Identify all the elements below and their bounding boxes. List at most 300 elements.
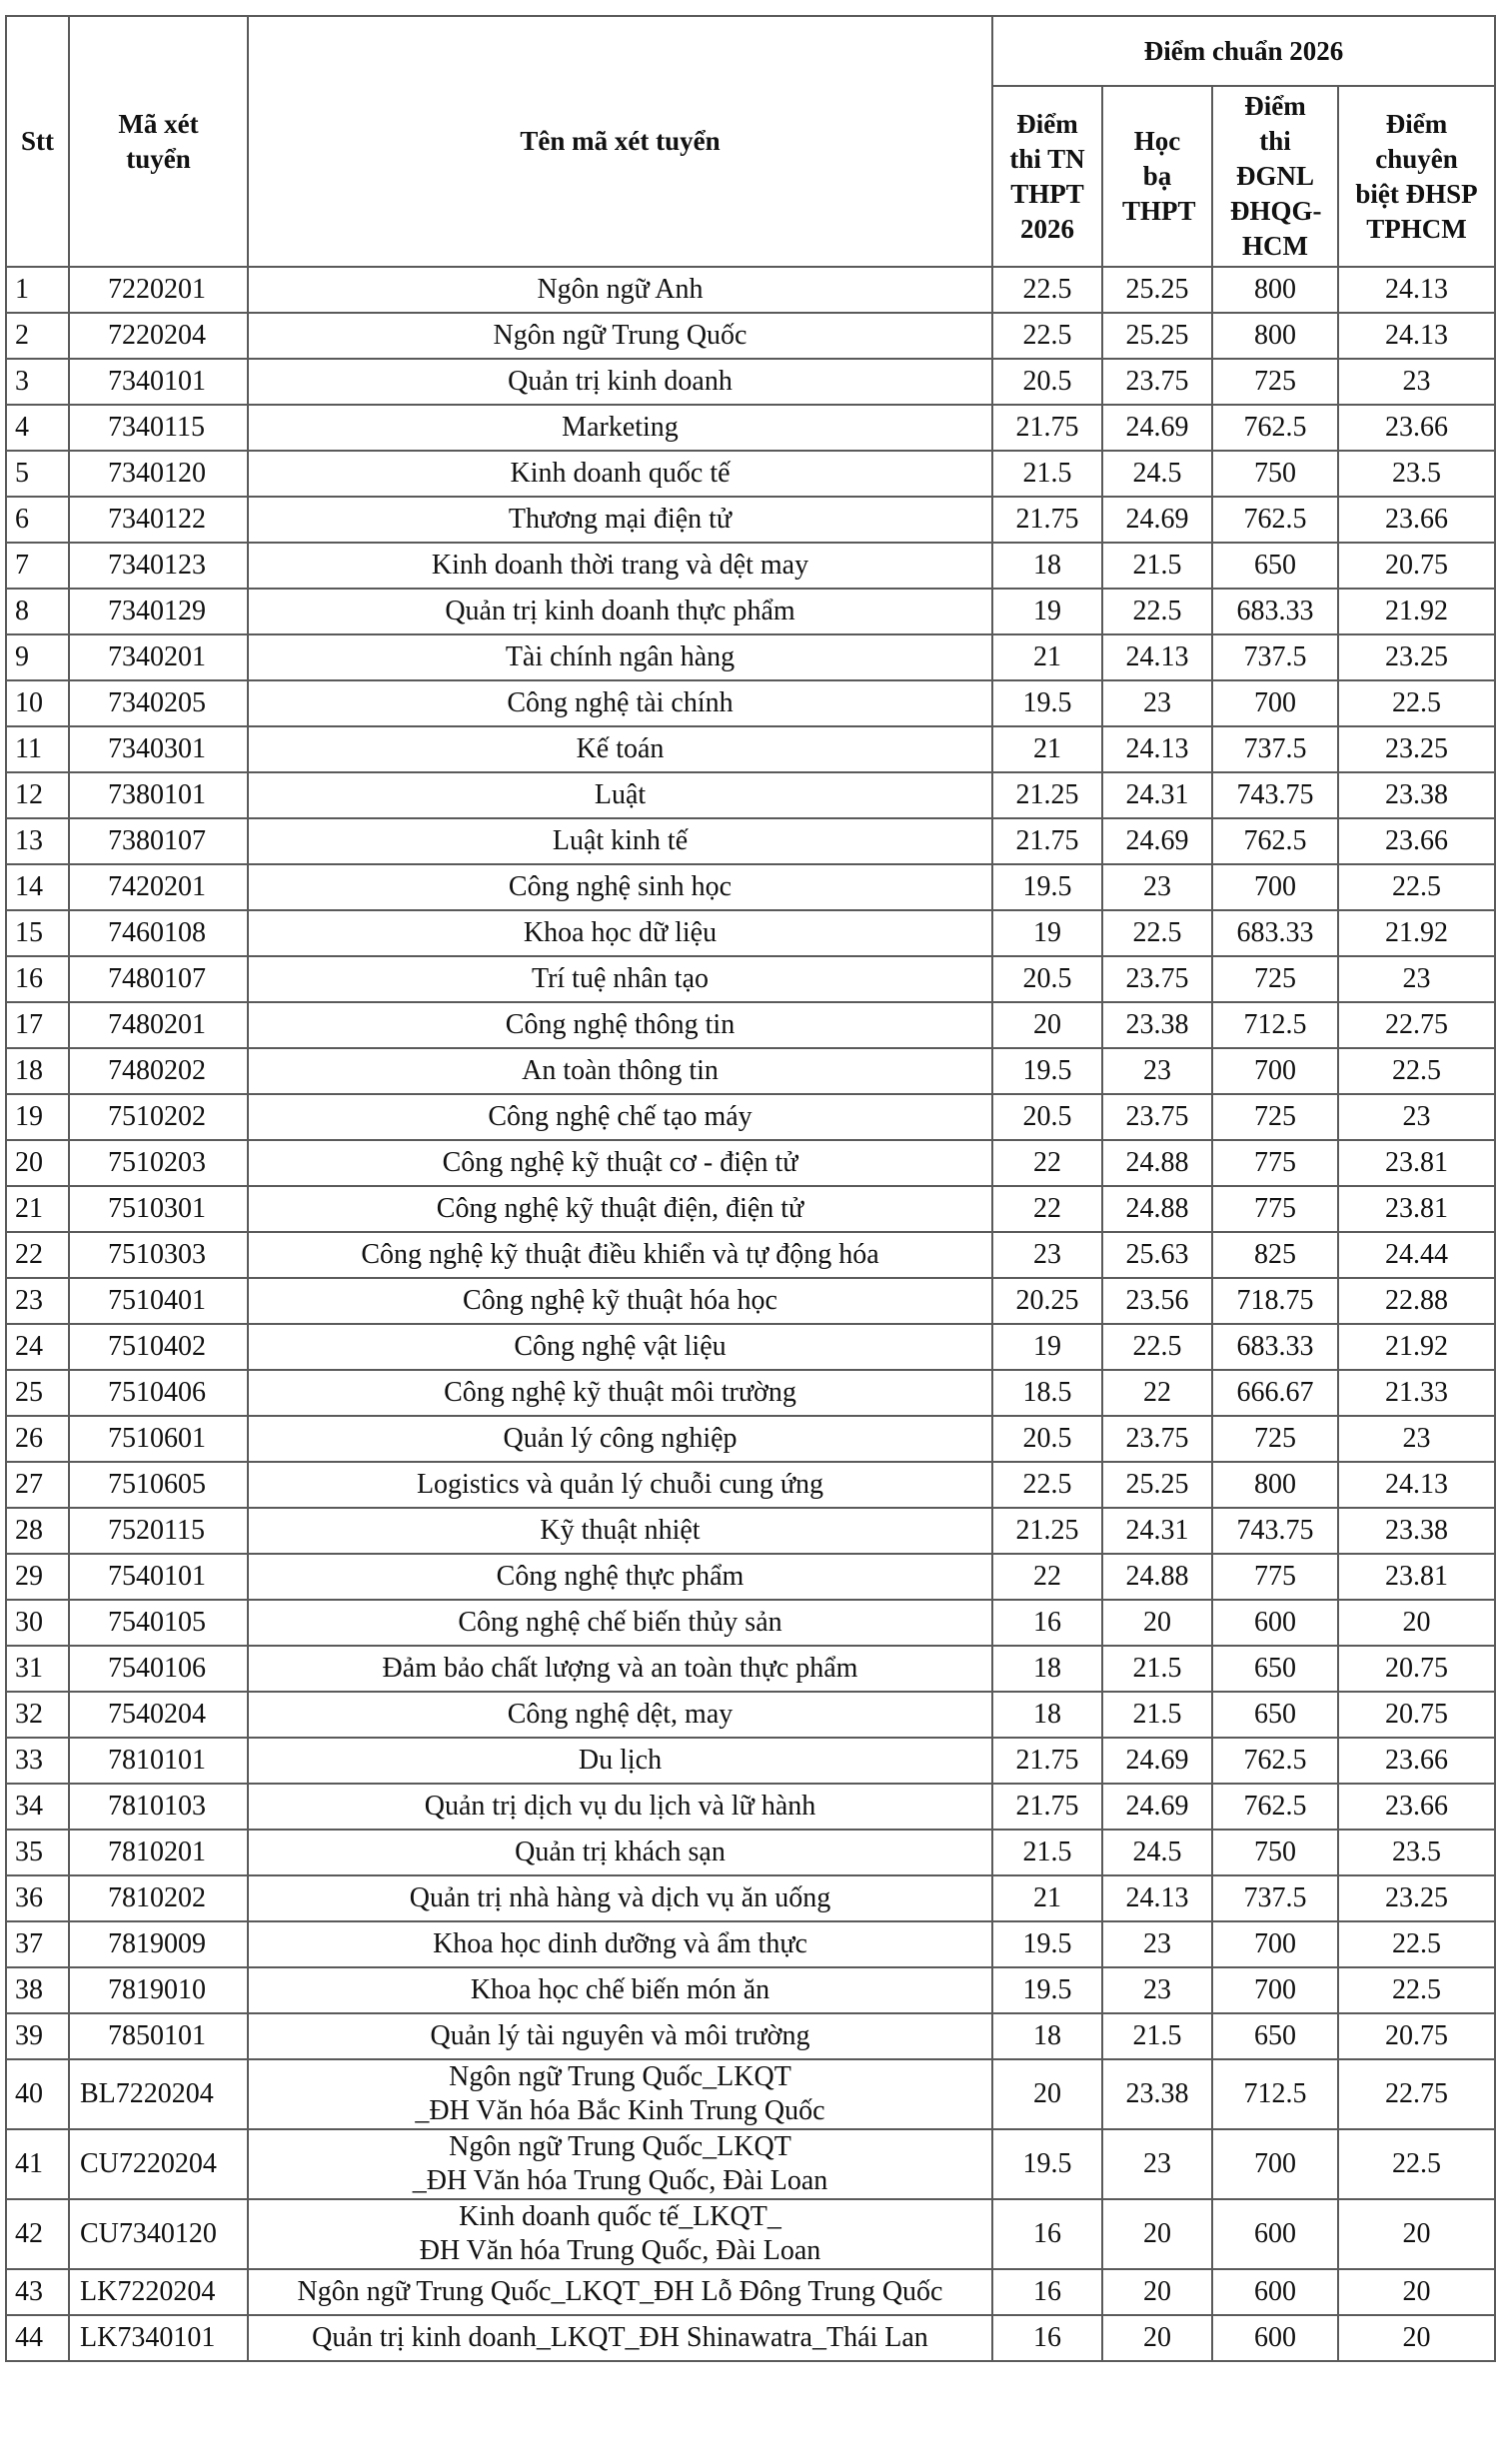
row-score-hoc-ba: 23 — [1102, 2129, 1212, 2199]
row-score-tn-thpt: 22 — [992, 1140, 1102, 1186]
row-score-hoc-ba: 24.5 — [1102, 1830, 1212, 1875]
row-code: 7340301 — [69, 726, 248, 772]
row-name: Khoa học dinh dưỡng và ẩm thực — [248, 1921, 992, 1967]
header-code — [69, 16, 248, 267]
row-score-hoc-ba: 23.56 — [1102, 1278, 1212, 1324]
row-score-dgnl: 666.67 — [1212, 1370, 1338, 1416]
header-tn-thpt-text: Điểm thi TN THPT 2026 — [1009, 108, 1085, 244]
row-score-hoc-ba: 24.31 — [1102, 772, 1212, 818]
row-name: Luật — [248, 772, 992, 818]
row-score-dgnl: 800 — [1212, 267, 1338, 313]
row-score-dhsp: 20 — [1338, 1600, 1495, 1646]
row-name: Công nghệ kỹ thuật môi trường — [248, 1370, 992, 1416]
row-score-dgnl: 600 — [1212, 2199, 1338, 2269]
row-stt: 34 — [6, 1784, 69, 1830]
table-row — [6, 2013, 1495, 2059]
row-score-dgnl: 725 — [1212, 359, 1338, 405]
table-row — [6, 1967, 1495, 2013]
row-score-hoc-ba: 24.88 — [1102, 1554, 1212, 1600]
row-score-hoc-ba: 21.5 — [1102, 2013, 1212, 2059]
row-stt: 43 — [6, 2269, 69, 2315]
header-hoc-ba-text: Học bạ THPT — [1122, 126, 1196, 226]
row-name: Tài chính ngân hàng — [248, 634, 992, 680]
row-code: 7850101 — [69, 2013, 248, 2059]
table-row — [6, 1232, 1495, 1278]
row-name: Công nghệ vật liệu — [248, 1324, 992, 1370]
row-stt: 1 — [6, 267, 69, 313]
row-name: Ngôn ngữ Trung Quốc — [248, 313, 992, 359]
row-score-hoc-ba: 21.5 — [1102, 1692, 1212, 1738]
row-code: LK7220204 — [69, 2269, 248, 2315]
table-row — [6, 726, 1495, 772]
row-stt: 17 — [6, 1002, 69, 1048]
row-code: 7810101 — [69, 1738, 248, 1784]
row-code: 7540101 — [69, 1554, 248, 1600]
row-code: 7810103 — [69, 1784, 248, 1830]
row-code: 7510301 — [69, 1186, 248, 1232]
row-stt: 19 — [6, 1094, 69, 1140]
row-score-dhsp: 22.5 — [1338, 680, 1495, 726]
row-name: Công nghệ dệt, may — [248, 1692, 992, 1738]
row-name: An toàn thông tin — [248, 1048, 992, 1094]
row-score-dhsp: 20 — [1338, 2199, 1495, 2269]
row-stt: 11 — [6, 726, 69, 772]
row-score-tn-thpt: 18.5 — [992, 1370, 1102, 1416]
row-name: Ngôn ngữ Trung Quốc_LKQT_ĐH Lỗ Đông Trung Quốc — [248, 2269, 992, 2315]
row-score-hoc-ba: 23 — [1102, 1967, 1212, 2013]
row-score-hoc-ba: 23.75 — [1102, 1094, 1212, 1140]
row-name: Công nghệ kỹ thuật hóa học — [248, 1278, 992, 1324]
table-row — [6, 1646, 1495, 1692]
table-row — [6, 1140, 1495, 1186]
row-name: Quản lý công nghiệp — [248, 1416, 992, 1462]
table-row — [6, 1554, 1495, 1600]
row-code: 7510406 — [69, 1370, 248, 1416]
row-score-dgnl: 650 — [1212, 1646, 1338, 1692]
row-name: Công nghệ chế biến thủy sản — [248, 1600, 992, 1646]
row-code: 7510202 — [69, 1094, 248, 1140]
row-stt: 32 — [6, 1692, 69, 1738]
row-stt: 8 — [6, 589, 69, 634]
row-score-hoc-ba: 24.88 — [1102, 1186, 1212, 1232]
row-name: Quản trị kinh doanh thực phẩm — [248, 589, 992, 634]
row-score-dhsp: 24.44 — [1338, 1232, 1495, 1278]
row-score-tn-thpt: 19.5 — [992, 2129, 1102, 2199]
row-score-tn-thpt: 19.5 — [992, 680, 1102, 726]
row-score-dhsp: 23 — [1338, 359, 1495, 405]
row-code: 7220204 — [69, 313, 248, 359]
row-score-tn-thpt: 21.25 — [992, 772, 1102, 818]
row-score-hoc-ba: 23.75 — [1102, 956, 1212, 1002]
row-stt: 13 — [6, 818, 69, 864]
row-score-dhsp: 20 — [1338, 2269, 1495, 2315]
row-score-dgnl: 762.5 — [1212, 1738, 1338, 1784]
row-stt: 6 — [6, 497, 69, 543]
header-tn-thpt — [992, 86, 1102, 267]
row-score-tn-thpt: 18 — [992, 543, 1102, 589]
row-name: Kinh doanh quốc tế — [248, 451, 992, 497]
table-row — [6, 1048, 1495, 1094]
row-name: Đảm bảo chất lượng và an toàn thực phẩm — [248, 1646, 992, 1692]
row-code: 7340120 — [69, 451, 248, 497]
row-code: 7510401 — [69, 1278, 248, 1324]
row-name: Công nghệ kỹ thuật điện, điện tử — [248, 1186, 992, 1232]
row-score-dgnl: 683.33 — [1212, 1324, 1338, 1370]
row-score-dgnl: 762.5 — [1212, 405, 1338, 451]
row-score-hoc-ba: 25.63 — [1102, 1232, 1212, 1278]
row-score-dgnl: 700 — [1212, 2129, 1338, 2199]
row-stt: 27 — [6, 1462, 69, 1508]
row-stt: 16 — [6, 956, 69, 1002]
row-score-dgnl: 725 — [1212, 956, 1338, 1002]
row-score-tn-thpt: 19.5 — [992, 1921, 1102, 1967]
table-row — [6, 1692, 1495, 1738]
row-score-dgnl: 700 — [1212, 1921, 1338, 1967]
row-score-dhsp: 21.33 — [1338, 1370, 1495, 1416]
row-score-tn-thpt: 21.75 — [992, 818, 1102, 864]
row-score-hoc-ba: 24.13 — [1102, 1875, 1212, 1921]
row-score-hoc-ba: 25.25 — [1102, 313, 1212, 359]
header-dhsp-text: Điểm chuyên biệt ĐHSP TPHCM — [1355, 108, 1478, 244]
row-score-hoc-ba: 22.5 — [1102, 589, 1212, 634]
row-score-tn-thpt: 22 — [992, 1186, 1102, 1232]
row-score-dhsp: 24.13 — [1338, 267, 1495, 313]
row-score-hoc-ba: 24.31 — [1102, 1508, 1212, 1554]
row-code: 7510605 — [69, 1462, 248, 1508]
row-score-dhsp: 23.5 — [1338, 451, 1495, 497]
row-score-tn-thpt: 16 — [992, 2269, 1102, 2315]
row-score-dgnl: 762.5 — [1212, 1784, 1338, 1830]
row-score-tn-thpt: 20.5 — [992, 1416, 1102, 1462]
row-score-dhsp: 22.5 — [1338, 2129, 1495, 2199]
row-stt: 39 — [6, 2013, 69, 2059]
row-stt: 36 — [6, 1875, 69, 1921]
row-score-hoc-ba: 23.75 — [1102, 359, 1212, 405]
row-score-tn-thpt: 19.5 — [992, 1967, 1102, 2013]
row-code: 7460108 — [69, 910, 248, 956]
row-score-dgnl: 600 — [1212, 1600, 1338, 1646]
row-score-hoc-ba: 23.38 — [1102, 2059, 1212, 2129]
row-score-dhsp: 22.5 — [1338, 864, 1495, 910]
row-score-dgnl: 700 — [1212, 680, 1338, 726]
row-stt: 7 — [6, 543, 69, 589]
header-code-text: Mã xét tuyển — [118, 108, 199, 174]
row-score-hoc-ba: 24.88 — [1102, 1140, 1212, 1186]
row-name: Ngôn ngữ Anh — [248, 267, 992, 313]
row-score-hoc-ba: 20 — [1102, 2199, 1212, 2269]
header-dhsp — [1338, 86, 1495, 267]
table-row — [6, 2059, 1495, 2129]
row-score-dgnl: 762.5 — [1212, 497, 1338, 543]
row-score-tn-thpt: 18 — [992, 1646, 1102, 1692]
row-score-dgnl: 600 — [1212, 2269, 1338, 2315]
table-row — [6, 772, 1495, 818]
table-row — [6, 1508, 1495, 1554]
row-score-dhsp: 24.13 — [1338, 313, 1495, 359]
table-row — [6, 543, 1495, 589]
row-name: Marketing — [248, 405, 992, 451]
row-code: 7510601 — [69, 1416, 248, 1462]
table-row — [6, 956, 1495, 1002]
row-score-dhsp: 23.66 — [1338, 405, 1495, 451]
table-row — [6, 1738, 1495, 1784]
row-score-dhsp: 23.66 — [1338, 818, 1495, 864]
row-score-dhsp: 23 — [1338, 956, 1495, 1002]
table-row — [6, 451, 1495, 497]
row-score-tn-thpt: 21 — [992, 726, 1102, 772]
row-score-tn-thpt: 22.5 — [992, 267, 1102, 313]
row-name: Công nghệ tài chính — [248, 680, 992, 726]
row-score-dhsp: 20 — [1338, 2315, 1495, 2361]
table-row — [6, 267, 1495, 313]
table-row — [6, 1186, 1495, 1232]
table-row — [6, 1784, 1495, 1830]
row-stt: 22 — [6, 1232, 69, 1278]
table-row — [6, 359, 1495, 405]
header-score-group: Điểm chuẩn 2026 — [992, 16, 1495, 86]
row-score-dhsp: 21.92 — [1338, 1324, 1495, 1370]
row-score-hoc-ba: 20 — [1102, 2315, 1212, 2361]
row-score-dgnl: 650 — [1212, 1692, 1338, 1738]
row-name: Quản trị dịch vụ du lịch và lữ hành — [248, 1784, 992, 1830]
row-score-dgnl: 600 — [1212, 2315, 1338, 2361]
row-name: Công nghệ kỹ thuật cơ - điện tử — [248, 1140, 992, 1186]
row-stt: 42 — [6, 2199, 69, 2269]
row-name: Khoa học chế biến món ăn — [248, 1967, 992, 2013]
row-score-hoc-ba: 20 — [1102, 2269, 1212, 2315]
row-score-tn-thpt: 19.5 — [992, 864, 1102, 910]
row-score-tn-thpt: 22.5 — [992, 1462, 1102, 1508]
row-score-tn-thpt: 16 — [992, 1600, 1102, 1646]
table-row — [6, 818, 1495, 864]
row-stt: 10 — [6, 680, 69, 726]
row-score-dhsp: 23.25 — [1338, 634, 1495, 680]
row-score-dhsp: 22.75 — [1338, 2059, 1495, 2129]
row-score-hoc-ba: 24.13 — [1102, 726, 1212, 772]
row-score-tn-thpt: 18 — [992, 2013, 1102, 2059]
row-score-dhsp: 23 — [1338, 1094, 1495, 1140]
row-score-dhsp: 24.13 — [1338, 1462, 1495, 1508]
row-score-dhsp: 23.66 — [1338, 1784, 1495, 1830]
table-row — [6, 497, 1495, 543]
row-score-dgnl: 683.33 — [1212, 910, 1338, 956]
row-score-dgnl: 743.75 — [1212, 772, 1338, 818]
row-name: Ngôn ngữ Trung Quốc_LKQT _ĐH Văn hóa Trung Quốc, Đài Loan — [248, 2129, 992, 2199]
row-code: CU7220204 — [69, 2129, 248, 2199]
table-header — [6, 16, 1495, 267]
table-row — [6, 313, 1495, 359]
row-code: 7380107 — [69, 818, 248, 864]
row-score-tn-thpt: 21.75 — [992, 497, 1102, 543]
row-score-dhsp: 22.5 — [1338, 1921, 1495, 1967]
row-score-hoc-ba: 24.5 — [1102, 451, 1212, 497]
row-score-dgnl: 737.5 — [1212, 634, 1338, 680]
row-stt: 9 — [6, 634, 69, 680]
row-code: 7810202 — [69, 1875, 248, 1921]
row-score-hoc-ba: 23 — [1102, 680, 1212, 726]
row-code: 7340129 — [69, 589, 248, 634]
row-name: Ngôn ngữ Trung Quốc_LKQT _ĐH Văn hóa Bắc Kinh Trung Quốc — [248, 2059, 992, 2129]
row-score-dhsp: 23.81 — [1338, 1140, 1495, 1186]
row-name: Công nghệ thực phẩm — [248, 1554, 992, 1600]
row-score-tn-thpt: 20.5 — [992, 359, 1102, 405]
row-score-tn-thpt: 19 — [992, 910, 1102, 956]
row-code: 7810201 — [69, 1830, 248, 1875]
row-stt: 37 — [6, 1921, 69, 1967]
row-name: Quản trị khách sạn — [248, 1830, 992, 1875]
row-name: Quản trị kinh doanh — [248, 359, 992, 405]
row-score-dhsp: 23.81 — [1338, 1186, 1495, 1232]
row-score-hoc-ba: 25.25 — [1102, 1462, 1212, 1508]
row-stt: 3 — [6, 359, 69, 405]
row-score-dhsp: 22.5 — [1338, 1048, 1495, 1094]
row-score-tn-thpt: 20.5 — [992, 1094, 1102, 1140]
row-score-tn-thpt: 20 — [992, 2059, 1102, 2129]
row-stt: 12 — [6, 772, 69, 818]
table-row — [6, 1324, 1495, 1370]
row-code: 7540106 — [69, 1646, 248, 1692]
row-score-dhsp: 23 — [1338, 1416, 1495, 1462]
row-score-tn-thpt: 16 — [992, 2199, 1102, 2269]
row-code: 7510203 — [69, 1140, 248, 1186]
row-score-tn-thpt: 21 — [992, 634, 1102, 680]
row-code: 7220201 — [69, 267, 248, 313]
table-row — [6, 2315, 1495, 2361]
row-stt: 29 — [6, 1554, 69, 1600]
row-name: Du lịch — [248, 1738, 992, 1784]
row-stt: 2 — [6, 313, 69, 359]
admission-scores-table — [5, 15, 1496, 2362]
table-body — [6, 267, 1495, 2361]
row-score-hoc-ba: 23 — [1102, 864, 1212, 910]
row-score-hoc-ba: 22.5 — [1102, 910, 1212, 956]
row-score-tn-thpt: 21.75 — [992, 1784, 1102, 1830]
row-score-hoc-ba: 22 — [1102, 1370, 1212, 1416]
row-score-hoc-ba: 20 — [1102, 1600, 1212, 1646]
row-score-dgnl: 737.5 — [1212, 1875, 1338, 1921]
row-name: Công nghệ kỹ thuật điều khiển và tự động hóa — [248, 1232, 992, 1278]
table-row — [6, 589, 1495, 634]
row-score-tn-thpt: 21.75 — [992, 405, 1102, 451]
row-score-dgnl: 725 — [1212, 1416, 1338, 1462]
row-code: 7420201 — [69, 864, 248, 910]
row-score-dgnl: 650 — [1212, 2013, 1338, 2059]
table-row — [6, 910, 1495, 956]
row-score-dgnl: 800 — [1212, 1462, 1338, 1508]
row-stt: 30 — [6, 1600, 69, 1646]
row-stt: 25 — [6, 1370, 69, 1416]
row-name: Thương mại điện tử — [248, 497, 992, 543]
row-stt: 40 — [6, 2059, 69, 2129]
row-score-dhsp: 22.88 — [1338, 1278, 1495, 1324]
row-score-tn-thpt: 20.25 — [992, 1278, 1102, 1324]
row-score-dgnl: 725 — [1212, 1094, 1338, 1140]
row-score-hoc-ba: 24.69 — [1102, 497, 1212, 543]
row-score-dgnl: 825 — [1212, 1232, 1338, 1278]
row-score-hoc-ba: 24.69 — [1102, 1738, 1212, 1784]
row-score-dgnl: 762.5 — [1212, 818, 1338, 864]
table-row — [6, 1875, 1495, 1921]
table-row — [6, 2269, 1495, 2315]
row-score-dhsp: 22.5 — [1338, 1967, 1495, 2013]
row-code: 7340101 — [69, 359, 248, 405]
row-name: Quản trị nhà hàng và dịch vụ ăn uống — [248, 1875, 992, 1921]
header-name: Tên mã xét tuyển — [248, 16, 992, 267]
row-stt: 4 — [6, 405, 69, 451]
row-code: 7480107 — [69, 956, 248, 1002]
table-row — [6, 1416, 1495, 1462]
row-score-hoc-ba: 21.5 — [1102, 543, 1212, 589]
row-stt: 23 — [6, 1278, 69, 1324]
row-score-tn-thpt: 21.5 — [992, 451, 1102, 497]
row-score-dhsp: 23.81 — [1338, 1554, 1495, 1600]
row-code: 7480201 — [69, 1002, 248, 1048]
row-code: 7340115 — [69, 405, 248, 451]
row-score-hoc-ba: 25.25 — [1102, 267, 1212, 313]
row-name: Kinh doanh quốc tế_LKQT_ ĐH Văn hóa Trung Quốc, Đài Loan — [248, 2199, 992, 2269]
row-code: 7520115 — [69, 1508, 248, 1554]
row-name: Kinh doanh thời trang và dệt may — [248, 543, 992, 589]
row-score-hoc-ba: 21.5 — [1102, 1646, 1212, 1692]
row-score-tn-thpt: 20.5 — [992, 956, 1102, 1002]
row-score-dgnl: 718.75 — [1212, 1278, 1338, 1324]
row-score-tn-thpt: 18 — [992, 1692, 1102, 1738]
row-score-dhsp: 20.75 — [1338, 2013, 1495, 2059]
row-score-dhsp: 22.75 — [1338, 1002, 1495, 1048]
row-code: 7480202 — [69, 1048, 248, 1094]
row-score-tn-thpt: 16 — [992, 2315, 1102, 2361]
table-row — [6, 1278, 1495, 1324]
row-score-dhsp: 23.66 — [1338, 1738, 1495, 1784]
row-score-dhsp: 23.25 — [1338, 1875, 1495, 1921]
row-code: 7819009 — [69, 1921, 248, 1967]
table-row — [6, 1002, 1495, 1048]
row-stt: 31 — [6, 1646, 69, 1692]
row-stt: 24 — [6, 1324, 69, 1370]
row-stt: 44 — [6, 2315, 69, 2361]
row-score-dgnl: 712.5 — [1212, 1002, 1338, 1048]
row-name: Quản trị kinh doanh_LKQT_ĐH Shinawatra_Thái Lan — [248, 2315, 992, 2361]
row-score-tn-thpt: 21 — [992, 1875, 1102, 1921]
row-score-tn-thpt: 21.75 — [992, 1738, 1102, 1784]
row-score-dgnl: 650 — [1212, 543, 1338, 589]
row-stt: 35 — [6, 1830, 69, 1875]
row-name: Quản lý tài nguyên và môi trường — [248, 2013, 992, 2059]
row-score-dgnl: 683.33 — [1212, 589, 1338, 634]
row-name: Luật kinh tế — [248, 818, 992, 864]
row-code: BL7220204 — [69, 2059, 248, 2129]
row-stt: 41 — [6, 2129, 69, 2199]
row-score-hoc-ba: 24.69 — [1102, 818, 1212, 864]
row-code: 7540105 — [69, 1600, 248, 1646]
table-row — [6, 1462, 1495, 1508]
row-score-dhsp: 23.38 — [1338, 1508, 1495, 1554]
row-stt: 14 — [6, 864, 69, 910]
row-name: Trí tuệ nhân tạo — [248, 956, 992, 1002]
row-code: 7340123 — [69, 543, 248, 589]
row-score-dgnl: 800 — [1212, 313, 1338, 359]
row-score-dgnl: 775 — [1212, 1140, 1338, 1186]
row-score-dgnl: 775 — [1212, 1554, 1338, 1600]
row-score-tn-thpt: 19 — [992, 589, 1102, 634]
table-row — [6, 1094, 1495, 1140]
row-stt: 5 — [6, 451, 69, 497]
row-score-hoc-ba: 24.13 — [1102, 634, 1212, 680]
row-stt: 18 — [6, 1048, 69, 1094]
table-row — [6, 1921, 1495, 1967]
row-score-tn-thpt: 21.5 — [992, 1830, 1102, 1875]
table-row — [6, 634, 1495, 680]
